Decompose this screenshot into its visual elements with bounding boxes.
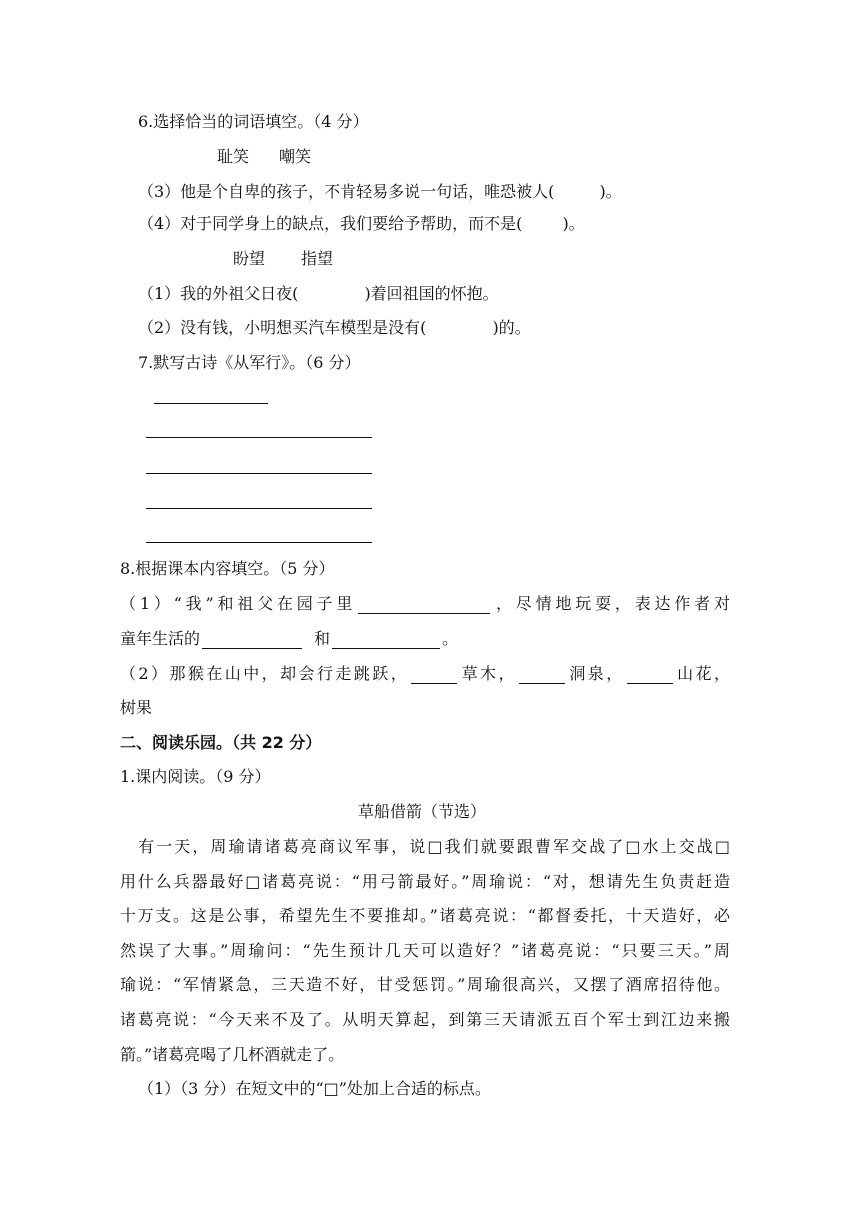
passage-line-2: 用什么兵器最好□诸葛亮说：“用弓箭最好。”周瑜说：“对，想请先生负责赶造 (120, 872, 730, 891)
passage-line-6: 诸葛亮说：“今天来不及了。从明天算起，到第三天请派五百个军士到江边来搬 (120, 1010, 730, 1029)
q8-item-2-line-2: 树果 (120, 698, 153, 717)
q8-item-1-line-1: （1）“我”和祖父在园子里 ，尽情地玩耍，表达作者对 (120, 594, 730, 613)
q8-blank-1[interactable] (358, 597, 490, 614)
q7-answer-line-4[interactable] (146, 508, 372, 509)
q8-blank-3[interactable] (332, 632, 440, 649)
q8-blank-5[interactable] (519, 667, 565, 684)
passage-line-1: 有一天，周瑜请诸葛亮商议军事，说□我们就要跟曹军交战了□水上交战□ (120, 837, 730, 856)
q6-item-3: （3）他是个自卑的孩子，不肯轻易多说一句话，唯恐被人( )。 (138, 182, 622, 201)
q6-wordpair-2 (233, 249, 333, 269)
q6-word-a: 耻笑 (217, 147, 250, 166)
passage-line-4: 然误了大事。”周瑜问：“先生预计几天可以造好？”诸葛亮说：“只要三天。”周 (120, 941, 730, 960)
q7-answer-line-3[interactable] (146, 473, 372, 474)
q8-item-1-line-2: 童年生活的 和 。 (120, 629, 459, 648)
q8-blank-4[interactable] (411, 667, 457, 684)
q6-wordpair-1 (217, 147, 311, 167)
reading-1-title: 1.课内阅读。（9 分） (120, 767, 271, 786)
section-2-heading: 二、阅读乐园。（共 22 分） (120, 733, 322, 752)
q8-blank-6[interactable] (627, 667, 673, 684)
q7-answer-line-1[interactable] (154, 403, 268, 404)
q6-word-b: 嘲笑 (279, 147, 312, 166)
passage-line-7: 箭。”诸葛亮喝了几杯酒就走了。 (120, 1045, 345, 1064)
q6-word-c: 盼望 (233, 249, 266, 268)
passage-title: 草船借箭（节选） (358, 802, 487, 821)
q6-item-1: （1）我的外祖父日夜( )着回祖国的怀抱。 (138, 284, 499, 303)
q7-answer-line-5[interactable] (146, 542, 372, 543)
q8-title: 8.根据课本内容填空。（5 分） (120, 559, 335, 578)
q7-answer-line-2[interactable] (146, 437, 372, 438)
q6-item-4: （4）对于同学身上的缺点，我们要给予帮助，而不是( )。 (138, 214, 585, 233)
q6-word-d: 指望 (301, 249, 334, 268)
q6-item-2: （2）没有钱，小明想买汽车模型是没有( )的。 (138, 318, 531, 337)
q8-item-2-line-1: （2）那猴在山中，却会行走跳跃， 草木， 洞泉， 山花， (120, 664, 730, 683)
q6-title: 6.选择恰当的词语填空。（4 分） (138, 112, 369, 131)
passage-line-3: 十万支。这是公事，希望先生不要推却。”诸葛亮说：“都督委托，十天造好，必 (120, 906, 730, 925)
passage-line-5: 瑜说：“军情紧急，三天造不好，甘受惩罚。”周瑜很高兴，又摆了酒席招待他。 (120, 975, 730, 994)
q7-title: 7.默写古诗《从军行》。（6 分） (138, 353, 361, 372)
q8-blank-2[interactable] (202, 632, 302, 649)
reading-1-question-1: （1）（3 分）在短文中的“□”处加上合适的标点。 (138, 1079, 491, 1098)
